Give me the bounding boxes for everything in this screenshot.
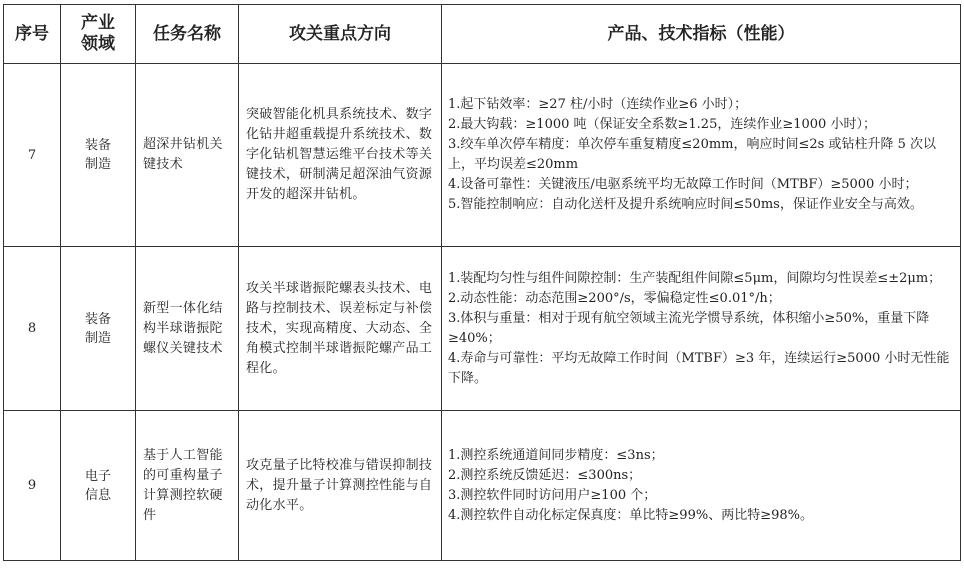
- row-task: 基于人工智能的可重构量子计算测控软硬件: [143, 447, 223, 523]
- metric-line: 2.测控系统反馈延迟：≤300ns；: [448, 467, 642, 483]
- row-task-cell: [136, 247, 239, 411]
- header-focus: 攻关重点方向: [239, 5, 442, 64]
- row-index: 8: [27, 321, 37, 336]
- row-focus-cell: [239, 411, 442, 561]
- row-task: 超深井钻机关键技术: [143, 137, 223, 172]
- row-metrics: [442, 91, 960, 219]
- row-field: 装备 制造: [84, 138, 111, 172]
- row-metrics-cell: [442, 64, 961, 247]
- row-focus-cell: [239, 247, 442, 411]
- row-field: 电子 信息: [84, 468, 111, 503]
- row-field-cell: [61, 411, 136, 561]
- metric-line: 4.测控软件自动化标定保真度：单比特≥99%、两比特≥98%。: [448, 507, 813, 523]
- metric-line: 3.绞车单次停车精度：单次停车重复精度≤20mm，响应时间≤2s 或钻柱升降 5 次以上，平均误差≤20mm: [448, 137, 936, 172]
- task-table: [3, 4, 961, 561]
- metric-line: 4.设备可靠性：关键液压/电驱系统平均无故障工作时间（MTBF）≥5000 小时；: [448, 177, 918, 192]
- metric-line: 1.测控系统通道间同步精度：≤3ns；: [448, 447, 664, 463]
- row-index-cell: [4, 64, 61, 247]
- metric-line: 3.测控软件同时访问用户≥100 个；: [448, 487, 657, 503]
- row-field-cell: [61, 64, 136, 247]
- row-field-cell: [61, 247, 136, 411]
- metric-line: 2.最大钩载：≥1000 吨（保证安全系数≥1.25，连续作业≥1000 小时）；: [448, 117, 876, 132]
- metric-line: 1.起下钻效率：≥27 柱/小时（连续作业≥6 小时）；: [448, 97, 748, 112]
- row-index: 9: [27, 478, 37, 493]
- row-index-cell: [4, 411, 61, 561]
- row-focus: 攻克量子比特校准与错误抑制技术，提升量子计算测控性能与自动化水平。: [246, 457, 433, 513]
- row-field: 装备 制造: [84, 311, 111, 346]
- metric-line: 4.寿命与可靠性：平均无故障工作时间（MTBF）≥3 年，连续运行≥5000 小时无性能下降。: [448, 350, 950, 386]
- row-focus-cell: [239, 64, 442, 247]
- table-row: [4, 411, 961, 561]
- metric-line: 3.体积与重量：相对于现有航空领域主流光学惯导系统，体积缩小≥50%，重量下降≥40%；: [448, 310, 930, 346]
- metric-line: 1.装配均匀性与组件间隙控制：生产装配组件间隙≤5μm，间隙均匀性误差≤±2μm；: [448, 270, 942, 286]
- table-row: [4, 247, 961, 411]
- header-metrics: 产品、技术指标（性能）: [442, 5, 961, 64]
- row-task-cell: [136, 64, 239, 247]
- row-metrics: [442, 442, 960, 530]
- row-index: 7: [27, 147, 37, 163]
- row-metrics-cell: [442, 411, 961, 561]
- table-row: [4, 64, 961, 247]
- row-focus: 攻关半球谐振陀螺表头技术、电路与控制技术、误差标定与补偿技术，实现高精度、大动态、全角模式控制半球谐振陀螺产品工程化。: [246, 280, 433, 376]
- header-field-label: 产业 领域: [81, 13, 115, 54]
- header-task: 任务名称: [136, 5, 239, 64]
- row-task-cell: [136, 411, 239, 561]
- metric-line: 5.智能控制响应：自动化送杆及提升系统响应时间≤50ms，保证作业安全与高效。: [448, 197, 923, 212]
- row-metrics: [442, 265, 960, 393]
- row-focus: 突破智能化机具系统技术、数字化钻井超重载提升系统技术、数字化钻机智慧运维平台技术等关键技术，研制满足超深油气资源开发的超深井钻机。: [246, 107, 433, 202]
- header-row: [4, 5, 961, 64]
- row-index-cell: [4, 247, 61, 411]
- header-index: 序号: [4, 5, 61, 64]
- metric-line: 2.动态性能：动态范围≥200°/s，零偏稳定性≤0.01°/h；: [448, 290, 781, 306]
- row-task: 新型一体化结构半球谐振陀螺仪关键技术: [143, 300, 223, 356]
- row-metrics-cell: [442, 247, 961, 411]
- header-field: [61, 5, 136, 64]
